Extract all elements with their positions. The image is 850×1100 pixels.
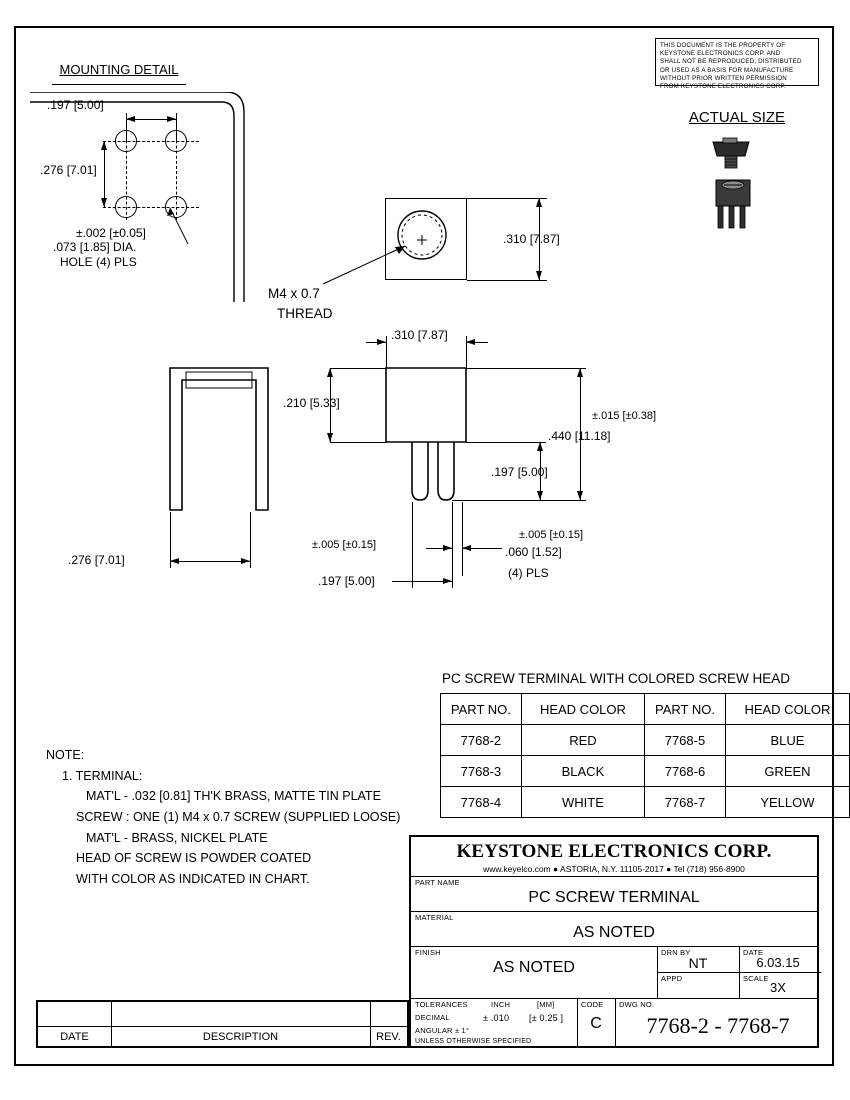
mounting-dim-h-arrow-right xyxy=(167,116,176,122)
front-pin-spacing-dim: .197 [5.00] xyxy=(318,574,375,588)
mounting-hole-dia: .073 [1.85] DIA. xyxy=(53,240,137,254)
drn-by-label: DRN BY xyxy=(661,948,691,957)
rev-date-label: DATE xyxy=(60,1031,89,1043)
note-line-6: WITH COLOR AS INDICATED IN CHART. xyxy=(76,871,310,886)
mounting-hole-leader xyxy=(140,200,190,246)
note-line-5: HEAD OF SCREW IS POWDER COATED xyxy=(76,851,312,866)
front-pin-ext-b xyxy=(452,502,453,588)
table-header-head-color-1: HEAD COLOR xyxy=(521,694,644,725)
front-overall-height-dim: .440 [11.18] xyxy=(548,429,611,443)
property-note-box xyxy=(655,38,819,90)
cell-head-color: BLUE xyxy=(725,725,849,756)
decimal-mm-value: [± 0.25 ] xyxy=(529,1013,564,1023)
tolerances-mm-label: [MM] xyxy=(537,1000,555,1009)
company-contact: www.keyelco.com ● ASTORIA, N.Y. 11105-2017 ● Tel (718) 956-8900 xyxy=(483,864,745,874)
mounting-centerline-top xyxy=(103,141,199,142)
company-name: KEYSTONE ELECTRONICS CORP. xyxy=(456,841,772,862)
mounting-dim-vertical: .276 [7.01] xyxy=(40,163,97,177)
date-label: DATE xyxy=(743,948,764,957)
side-view-body xyxy=(160,360,290,520)
table-row xyxy=(441,756,850,787)
table-header-part-no-2: PART NO. xyxy=(645,694,726,725)
decimal-label: DECIMAL xyxy=(415,1013,450,1022)
mounting-centerline-left xyxy=(126,120,127,220)
cell-part-no: 7768-3 xyxy=(441,756,522,787)
thread-label-line1: M4 x 0.7 xyxy=(268,286,320,301)
side-view-ext-left xyxy=(170,512,171,568)
cell-part-no: 7768-2 xyxy=(441,725,522,756)
side-view-depth-arrow-left xyxy=(170,558,179,564)
cell-head-color: WHITE xyxy=(521,787,644,818)
actual-size-label: ACTUAL SIZE xyxy=(688,109,786,126)
cell-head-color: BLACK xyxy=(521,756,644,787)
scale-label: SCALE xyxy=(743,974,769,983)
title-block-div-5 xyxy=(411,998,817,999)
table-row xyxy=(441,787,850,818)
scale-value: 3X xyxy=(770,980,786,995)
mounting-detail-underline xyxy=(52,84,186,85)
cell-part-no: 7768-6 xyxy=(645,756,726,787)
front-body-ext-top xyxy=(330,368,386,369)
front-body-height-arrow-up xyxy=(327,368,333,377)
mounting-dim-v-arrow-down xyxy=(101,198,107,207)
top-view-ext-top xyxy=(467,198,547,199)
top-view-dim-arrow-down xyxy=(536,271,542,280)
front-pin-length-arrow-down xyxy=(537,491,543,500)
front-body-height-line xyxy=(330,368,331,442)
mounting-detail-title: MOUNTING DETAIL xyxy=(59,62,179,77)
top-view-dim-line xyxy=(539,198,540,280)
top-view-dim-arrow-up xyxy=(536,198,542,207)
front-pin-spacing-arrow-right xyxy=(443,578,452,584)
title-block-div-1 xyxy=(411,876,817,877)
front-overall-height-tol: ±.015 [±0.38] xyxy=(592,410,657,422)
front-pin-ext-c xyxy=(462,502,463,576)
title-block-div-2 xyxy=(411,911,817,912)
rev-block-hdiv xyxy=(38,1026,407,1027)
front-body-height-arrow-down xyxy=(327,433,333,442)
rev-rev-label: REV. xyxy=(376,1031,401,1043)
property-note-line-3: SHALL NOT BE REPRODUCED, DISTRIBUTED xyxy=(660,58,802,66)
title-block xyxy=(409,835,819,1048)
note-line-3: SCREW : ONE (1) M4 x 0.7 SCREW (SUPPLIED LOOSE) xyxy=(76,809,401,824)
property-note-line-2: KEYSTONE ELECTRONICS CORP. AND xyxy=(660,50,781,58)
property-note-line-4: OR USED AS A BASIS FOR MANUFACTURE xyxy=(660,66,794,74)
material-value: AS NOTED xyxy=(573,924,655,941)
mounting-dim-h-arrow-left xyxy=(126,116,135,122)
terminal-pictogram xyxy=(704,176,770,236)
title-block-div-3 xyxy=(411,946,817,947)
front-dim-top-arrow-left xyxy=(466,339,475,345)
material-label: MATERIAL xyxy=(415,913,454,922)
front-overall-arrow-down xyxy=(577,491,583,500)
mounting-dim-horizontal: .197 [5.00] xyxy=(47,98,104,112)
front-pin-width-count: (4) PLS xyxy=(508,566,549,580)
unless-specified-label: UNLESS OTHERWISE SPECIFIED xyxy=(415,1038,532,1045)
front-body-ext-bottom xyxy=(330,442,386,443)
thread-label-line2: THREAD xyxy=(277,306,333,321)
front-pin-width-tol: ±.005 [±0.15] xyxy=(519,529,584,541)
tolerances-inch-label: INCH xyxy=(491,1000,511,1009)
part-table-title: PC SCREW TERMINAL WITH COLORED SCREW HEAD xyxy=(442,671,791,686)
side-view-ext-right xyxy=(250,512,251,568)
thread-leader xyxy=(315,240,415,290)
front-overall-ext-top xyxy=(466,368,586,369)
angular-label: ANGULAR ± 1° xyxy=(415,1026,470,1035)
front-overall-ext-bottom xyxy=(452,500,586,501)
table-header-head-color-2: HEAD COLOR xyxy=(725,694,849,725)
note-line-1: 1. TERMINAL: xyxy=(62,768,143,783)
revision-block xyxy=(36,1000,409,1048)
date-value: 6.03.15 xyxy=(756,955,800,970)
title-block-div-4 xyxy=(657,972,821,973)
front-body-height-dim: .210 [5.33] xyxy=(283,396,340,410)
front-overall-arrow-up xyxy=(577,368,583,377)
part-name-value: PC SCREW TERMINAL xyxy=(528,889,700,906)
mounting-dim-v-arrow-up xyxy=(101,141,107,150)
finish-label: FINISH xyxy=(415,948,441,957)
property-note-line-5: WITHOUT PRIOR WRITTEN PERMISSION xyxy=(660,74,787,82)
top-view-width-dim: .310 [7.87] xyxy=(503,232,560,246)
part-name-label: PART NAME xyxy=(415,878,460,887)
cell-part-no: 7768-5 xyxy=(645,725,726,756)
mounting-hole-tolerance: ±.002 [±0.05] xyxy=(76,226,146,240)
dwg-no-value: 7768-2 - 7768-7 xyxy=(646,1013,790,1038)
finish-value: AS NOTED xyxy=(493,959,575,976)
front-pin-width-arrow-left xyxy=(462,545,471,551)
property-note-line-1: THIS DOCUMENT IS THE PROPERTY OF xyxy=(660,42,786,49)
note-block xyxy=(46,745,400,889)
cell-head-color: RED xyxy=(521,725,644,756)
mounting-hole-count: HOLE (4) PLS xyxy=(60,255,137,269)
top-view-ext-bottom xyxy=(467,280,547,281)
cell-part-no: 7768-4 xyxy=(441,787,522,818)
front-overall-height-line xyxy=(580,368,581,500)
table-row xyxy=(441,725,850,756)
table-header-row xyxy=(441,694,850,725)
front-pin-spacing-tol: ±.005 [±0.15] xyxy=(312,539,377,551)
front-pin-width-arrow-right xyxy=(443,545,452,551)
table-header-part-no-1: PART NO. xyxy=(441,694,522,725)
front-pin-length-ext-top xyxy=(466,442,546,443)
rev-description-label: DESCRIPTION xyxy=(202,1031,279,1043)
front-pin-length-dim: .197 [5.00] xyxy=(491,465,548,479)
front-view-top-width-dim: .310 [7.87] xyxy=(391,328,448,342)
drn-by-value: NT xyxy=(688,955,708,971)
code-value: C xyxy=(590,1015,602,1032)
front-pin-length-arrow-up xyxy=(537,442,543,451)
front-pin-ext-a xyxy=(412,502,413,588)
part-table xyxy=(440,693,850,818)
property-note-line-6: FROM KEYSTONE ELECTRONICS CORP. xyxy=(660,82,786,90)
dwg-no-label: DWG NO. xyxy=(619,1000,655,1009)
tolerances-label: TOLERANCES xyxy=(415,1000,468,1009)
cell-part-no: 7768-7 xyxy=(645,787,726,818)
side-view-depth-dim: .276 [7.01] xyxy=(68,553,125,567)
side-view-depth-arrow-right xyxy=(241,558,250,564)
cell-head-color: YELLOW xyxy=(725,787,849,818)
front-pin-width-dim: .060 [1.52] xyxy=(505,545,562,559)
code-label: CODE xyxy=(581,1000,604,1009)
side-view-depth-line xyxy=(170,561,250,562)
screw-pictogram xyxy=(707,136,767,172)
appd-label: APPD xyxy=(661,974,683,983)
front-dim-top-arrow-right xyxy=(377,339,386,345)
cell-head-color: GREEN xyxy=(725,756,849,787)
decimal-inch-value: ± .010 xyxy=(483,1013,510,1023)
note-heading: NOTE: xyxy=(46,748,85,762)
note-line-2: MAT'L - .032 [0.81] TH'K BRASS, MATTE TIN PLATE xyxy=(86,789,381,804)
note-line-4: MAT'L - BRASS, NICKEL PLATE xyxy=(86,830,268,845)
